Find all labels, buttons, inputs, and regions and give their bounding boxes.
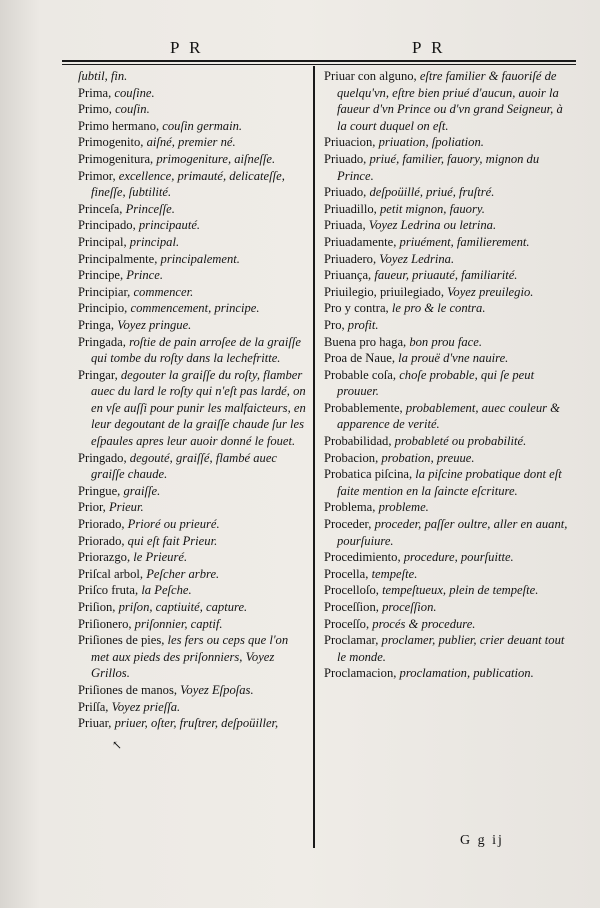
entry-headword: Proceder,	[324, 517, 375, 532]
dictionary-entry	[324, 400, 574, 433]
entry-headword: Pringa,	[78, 317, 118, 332]
entry-headword: Priſiones de manos,	[78, 682, 181, 697]
entry-definition: priſonnier, captif.	[134, 616, 223, 631]
entry-definition: tempeſte.	[371, 566, 418, 581]
entry-headword: Probablemente,	[324, 400, 406, 415]
entry-headword: Principe,	[78, 268, 127, 283]
entry-headword: Priuadillo,	[324, 201, 380, 216]
entry-definition: procés & procedure.	[372, 616, 476, 631]
entry-definition: qui eſt fait Prieur.	[127, 533, 218, 548]
entry-headword: Proceſſo,	[324, 616, 373, 631]
dictionary-entry	[324, 599, 574, 616]
dictionary-entry	[324, 317, 574, 334]
entry-headword: Priuança,	[324, 268, 375, 283]
dictionary-entry	[78, 217, 308, 234]
entry-headword: Proa de Naue,	[324, 351, 399, 366]
entry-definition: priué, familier, fauory, mignon du Prince.	[337, 151, 540, 183]
entry-definition: profit.	[347, 317, 379, 332]
entry-headword: Buena pro haga,	[324, 334, 410, 349]
entry-headword: Pro,	[324, 317, 348, 332]
right-column	[324, 68, 574, 682]
entry-headword: Principio,	[78, 301, 131, 316]
dictionary-entry	[324, 300, 574, 317]
entry-definition: faueur, priuauté, familiarité.	[374, 268, 518, 283]
entry-headword: Priſco fruta,	[78, 583, 142, 598]
dictionary-entry	[324, 582, 574, 599]
entry-definition: Prieur.	[108, 500, 144, 515]
dictionary-entry	[324, 665, 574, 682]
dictionary-entry	[324, 134, 574, 151]
dictionary-entry	[78, 599, 308, 616]
entry-definition: proclamation, publication.	[399, 666, 534, 681]
entry-headword: Primogenito,	[78, 135, 147, 150]
dictionary-entry	[324, 433, 574, 450]
entry-headword: Principiar,	[78, 284, 134, 299]
entry-definition: probleme.	[378, 500, 429, 515]
dictionary-entry	[78, 284, 308, 301]
dictionary-entry	[78, 632, 308, 682]
entry-definition: choſe probable, qui ſe peut prouuer.	[337, 367, 535, 399]
entry-headword: Procelloſo,	[324, 583, 383, 598]
dictionary-entry	[78, 549, 308, 566]
entry-definition: couſin.	[115, 102, 150, 117]
entry-definition: roſtie de pain arroſee de la graiſſe qui tombe du roſty dans la lechefritte.	[91, 334, 301, 366]
entry-definition: Voyez Ledrina.	[379, 251, 455, 266]
entry-headword: Primo,	[78, 102, 116, 117]
entry-definition: principal.	[129, 234, 180, 249]
entry-headword: Pringue,	[78, 483, 124, 498]
entry-definition: aiſné, premier né.	[146, 135, 236, 150]
entry-definition: Prioré ou prieuré.	[127, 517, 220, 532]
dictionary-entry	[78, 317, 308, 334]
dictionary-entry	[78, 151, 308, 168]
entry-headword: Principalmente,	[78, 251, 161, 266]
entry-headword: Priuada,	[324, 218, 369, 233]
entry-headword: Problema,	[324, 500, 379, 515]
entry-definition: primogeniture, aiſneſſe.	[156, 151, 276, 166]
entry-headword: Priuadamente,	[324, 234, 400, 249]
entry-headword: Pringado,	[78, 450, 130, 465]
entry-definition: principalement.	[160, 251, 240, 266]
dictionary-entry	[78, 715, 308, 732]
signature-mark: G g ij	[460, 833, 504, 848]
entry-definition: degouter la graiſſe du roſty, flamber auec du lard le roſty qui n'eſt pas lardé, on en vſe auſſi pour punir les malfaicteurs, en leur degoutant de la graiſſe chaude ſur les eſpaules apres leur auoir donné le fouet.	[91, 367, 306, 449]
entry-definition: probableté ou probabilité.	[394, 434, 527, 449]
entry-definition: couſin germain.	[162, 118, 243, 133]
entry-definition: le pro & le contra.	[391, 301, 486, 316]
entry-definition: Peſcher arbre.	[146, 566, 220, 581]
entry-definition: commencement, principe.	[130, 301, 260, 316]
dictionary-entry	[78, 450, 308, 483]
entry-definition: Voyez preuilegio.	[447, 284, 534, 299]
entry-definition: graiſſe.	[123, 483, 161, 498]
entry-headword: Probacion,	[324, 450, 382, 465]
dictionary-entry	[78, 267, 308, 284]
entry-definition: excellence, primauté, delicateſſe, fineſſe, ſubtilité.	[91, 168, 285, 200]
dictionary-entry	[324, 68, 574, 134]
entry-headword: Princeſa,	[78, 201, 126, 216]
dictionary-entry	[78, 367, 308, 450]
entry-definition: probablement, auec couleur & apparence de verité.	[337, 400, 560, 432]
entry-definition: les fers ou ceps que l'on met aux pieds des priſonniers, Voyez Grillos.	[91, 633, 289, 681]
dictionary-entry	[324, 201, 574, 218]
dictionary-entry	[78, 682, 308, 699]
entry-definition: priuation, ſpoliation.	[378, 135, 484, 150]
entry-definition: la Peſche.	[141, 583, 192, 598]
dictionary-entry	[78, 483, 308, 500]
dictionary-entry	[78, 118, 308, 135]
running-head-left: P R	[170, 38, 204, 57]
entry-headword: Probatica piſcina,	[324, 467, 416, 482]
entry-definition: Prince.	[126, 268, 163, 283]
entry-definition: commencer.	[133, 284, 194, 299]
entry-headword: Priuilegio, priuilegiado,	[324, 284, 448, 299]
header-rule-thin	[62, 64, 576, 65]
entry-definition: Voyez pringue.	[117, 317, 192, 332]
dictionary-entry	[324, 251, 574, 268]
entry-definition: priſon, captiuité, capture.	[118, 600, 248, 614]
entry-definition: priuément, familierement.	[399, 234, 530, 249]
entry-headword: Primo hermano,	[78, 118, 163, 133]
running-head-right: P R	[412, 38, 446, 57]
entry-headword: Priſionero,	[78, 616, 135, 631]
header-rule	[62, 60, 576, 62]
entry-headword: Priſion,	[78, 600, 119, 614]
dictionary-entry	[78, 499, 308, 516]
dictionary-entry	[324, 350, 574, 367]
entry-definition: Voyez Ledrina ou letrina.	[368, 218, 497, 233]
entry-headword: Procedimiento,	[324, 550, 404, 565]
entry-headword: Procella,	[324, 566, 372, 581]
dictionary-entry	[78, 516, 308, 533]
entry-headword: Priuadero,	[324, 251, 380, 266]
dictionary-entry	[324, 499, 574, 516]
entry-definition: tempeſtueux, plein de tempeſte.	[382, 583, 539, 598]
entry-definition: procedure, pourſuitte.	[403, 550, 514, 565]
entry-headword: Priuacion,	[324, 135, 379, 150]
entry-headword: Priſiones de pies,	[78, 633, 168, 648]
dictionary-entry	[324, 616, 574, 633]
entry-definition: la prouë d'vne nauire.	[398, 351, 509, 366]
entry-headword: Probable coſa,	[324, 367, 400, 382]
entry-definition: le Prieuré.	[133, 550, 188, 565]
dictionary-entry	[78, 134, 308, 151]
entry-headword: Priſcal arbol,	[78, 566, 147, 581]
dictionary-entry	[324, 234, 574, 251]
entry-definition: deſpoüillé, priué, fruſtré.	[369, 185, 495, 200]
entry-definition: degouté, graiſſé, flambé auec graiſſe chaude.	[91, 450, 278, 482]
entry-headword: Priuar con alguno,	[324, 69, 420, 83]
dictionary-entry	[78, 201, 308, 218]
entry-definition: eſtre familier & fauoriſé de quelqu'vn, eſtre bien priué d'aucun, auoir la faueur d'vn Prince ou d'vn grand Seigneur, à la court duquel on eſt.	[337, 69, 563, 133]
entry-headword: Proclamacion,	[324, 666, 400, 681]
left-column	[78, 68, 308, 732]
entry-definition: principauté.	[138, 218, 201, 233]
entry-headword: Proclamar,	[324, 633, 382, 648]
dictionary-entry	[324, 151, 574, 184]
entry-definition: proclamer, publier, crier deuant tout le monde.	[337, 633, 565, 664]
entry-definition: proceſſion.	[382, 600, 437, 614]
entry-headword: Priorado,	[78, 533, 128, 548]
entry-headword: Priuado,	[324, 151, 370, 166]
column-divider	[313, 66, 315, 848]
entry-headword: Priuar,	[78, 716, 115, 731]
entry-headword: Probabilidad,	[324, 434, 395, 449]
dictionary-entry	[324, 284, 574, 301]
entry-headword: Prior,	[78, 500, 109, 515]
dictionary-entry	[78, 251, 308, 268]
dictionary-entry	[78, 582, 308, 599]
entry-headword: Principal,	[78, 234, 130, 249]
entry-headword: Priuado,	[324, 185, 370, 200]
dictionary-entry	[324, 334, 574, 351]
dictionary-entry	[78, 699, 308, 716]
dictionary-entry	[78, 533, 308, 550]
entry-headword: Priſſa,	[78, 699, 112, 714]
entry-headword: Pringada,	[78, 334, 130, 349]
dictionary-entry	[78, 168, 308, 201]
dictionary-entry	[78, 300, 308, 317]
entry-definition: bon prou face.	[409, 334, 482, 349]
dictionary-entry	[324, 267, 574, 284]
entry-headword: Primogenitura,	[78, 151, 157, 166]
dictionary-entry	[324, 632, 574, 665]
dictionary-entry	[78, 234, 308, 251]
entry-definition: petit mignon, fauory.	[379, 201, 485, 216]
entry-definition: probation, preuue.	[381, 450, 475, 465]
entry-definition: la piſcine probatique dont eſt faite mention en la ſaincte eſcriture.	[337, 467, 562, 498]
entry-definition: ſubtil, fin.	[78, 69, 128, 83]
dictionary-entry	[324, 367, 574, 400]
dictionary-entry	[324, 549, 574, 566]
entry-definition: Voyez prieſſa.	[111, 699, 181, 714]
dictionary-entry	[78, 616, 308, 633]
entry-headword: Pro y contra,	[324, 301, 392, 316]
entry-headword: Primor,	[78, 168, 119, 183]
dictionary-entry	[78, 68, 308, 85]
dictionary-entry	[78, 85, 308, 102]
entry-definition: Princeſſe.	[125, 201, 175, 216]
entry-definition: couſine.	[114, 85, 155, 100]
dictionary-entry	[324, 516, 574, 549]
entry-headword: Priorazgo,	[78, 550, 134, 565]
dictionary-entry	[78, 566, 308, 583]
entry-headword: Principado,	[78, 218, 139, 233]
entry-headword: Priorado,	[78, 517, 128, 532]
dictionary-entry	[324, 217, 574, 234]
entry-headword: Proceſſion,	[324, 600, 383, 614]
dictionary-entry	[324, 466, 574, 499]
dictionary-entry	[324, 450, 574, 467]
entry-definition: Voyez Eſpoſas.	[180, 682, 254, 697]
dictionary-entry	[324, 184, 574, 201]
entry-definition: priuer, oſter, fruſtrer, deſpoüiller,	[114, 716, 279, 731]
reference-mark: ↖	[112, 738, 123, 752]
dictionary-entry	[78, 101, 308, 118]
entry-definition: proceder, paſſer oultre, aller en auant, pourſuiure.	[337, 517, 568, 548]
dictionary-entry	[78, 334, 308, 367]
entry-headword: Pringar,	[78, 367, 121, 382]
entry-headword: Prima,	[78, 85, 115, 100]
dictionary-entry	[324, 566, 574, 583]
